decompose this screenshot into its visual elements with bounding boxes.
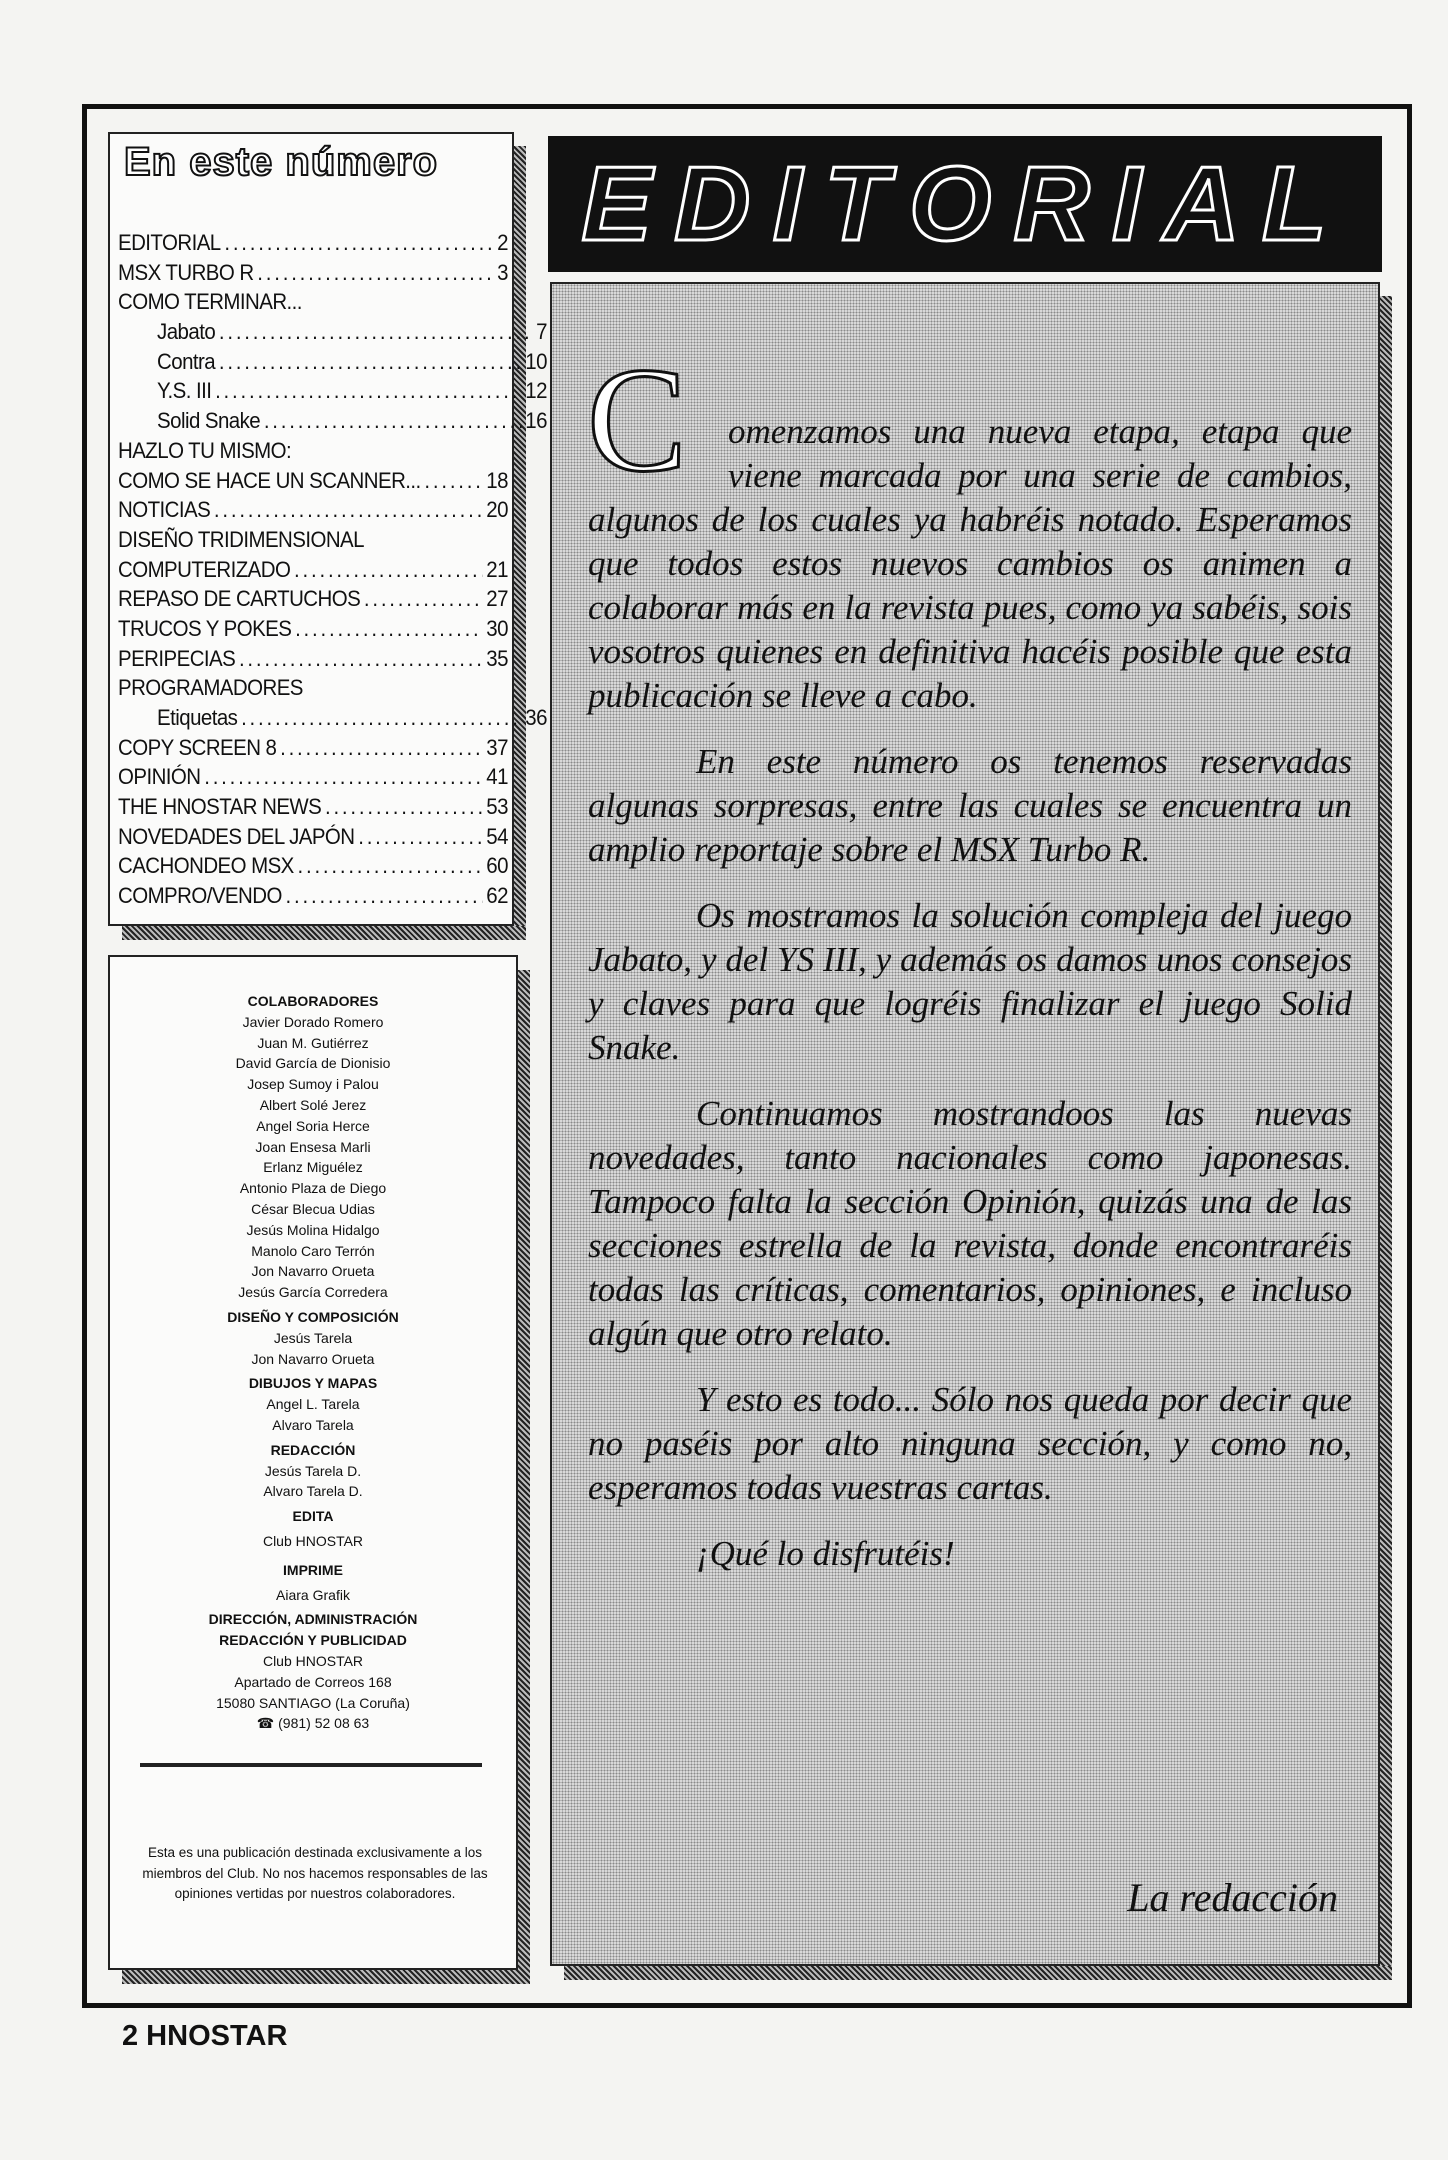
collaborator-name: Albert Solé Jerez <box>259 1096 367 1113</box>
toc-leader-dots <box>224 230 493 256</box>
credit-address: Club HNOSTAR <box>262 1652 364 1669</box>
toc-leader-dots <box>215 378 522 404</box>
toc-entry <box>118 883 508 913</box>
credit-phone: ☎ (981) 52 08 63 <box>256 1715 370 1732</box>
toc-entry <box>118 230 508 260</box>
toc-leader-dots <box>358 824 482 850</box>
editorial-signature: La redacción <box>1127 1875 1338 1920</box>
toc-entry-page: 7 <box>536 319 547 345</box>
collaborator-name: Erlanz Miguélez <box>263 1159 363 1176</box>
toc-entry <box>118 794 508 824</box>
toc-entry-page: 10 <box>525 348 547 374</box>
toc-leader-dots <box>257 260 493 286</box>
toc-shadow-bottom <box>122 926 526 940</box>
toc-entry-page: 54 <box>486 823 508 849</box>
table-of-contents <box>108 132 547 926</box>
toc-entry <box>118 497 508 527</box>
toc-leader-dots <box>239 646 483 672</box>
credits-heading: REDACCIÓN <box>270 1441 356 1458</box>
credits-shadow-bottom <box>122 1970 530 1984</box>
collaborator-name: Javier Dorado Romero <box>242 1013 384 1030</box>
editorial-paragraph: Y esto es todo... Sólo nos queda por decir que no paséis por alto ninguna sección, y como no, esperamos todas vuestras cartas. <box>588 1380 1352 1507</box>
disclaimer-note: Esta es una publicación destinada exclusivamente a los miembros del Club. No nos hacemos responsables de las opiniones vertidas por nuestros colaboradores. <box>142 1845 488 1901</box>
toc-entry <box>118 349 547 379</box>
credit-name: Jon Navarro Orueta <box>251 1350 375 1367</box>
toc-entry-label: MSX TURBO R <box>118 259 254 285</box>
editorial-shadow-bottom <box>564 1966 1392 1980</box>
toc-entry-label: COMPUTERIZADO <box>118 556 291 582</box>
collaborator-name: Jon Navarro Orueta <box>251 1263 375 1280</box>
credits-box <box>108 955 518 1970</box>
toc-entry <box>118 764 508 794</box>
credit-name: Alvaro Tarela <box>272 1416 354 1433</box>
credits-divider <box>140 1763 482 1767</box>
credit-name: Aiara Grafik <box>276 1586 350 1603</box>
toc-entry <box>118 527 508 557</box>
editorial-title: EDITORIAL <box>581 145 1349 263</box>
editorial-header <box>548 136 1382 272</box>
toc-entry-page: 2 <box>497 230 508 255</box>
toc-entry-label: Contra <box>157 348 216 374</box>
toc-entry-page: 60 <box>486 853 508 879</box>
toc-leader-dots <box>297 853 482 879</box>
toc-title: En este número <box>124 140 439 184</box>
credit-name: Jesús Tarela D. <box>264 1462 362 1479</box>
toc-entry <box>118 705 547 735</box>
toc-entry-page: 62 <box>486 883 508 909</box>
toc-entry <box>118 646 508 676</box>
collaborators-list <box>110 1012 516 1303</box>
toc-entry-label: TRUCOS Y POKES <box>118 615 292 641</box>
drop-cap: C <box>586 337 688 503</box>
toc-leader-dots <box>204 764 482 790</box>
toc-entry-page: 41 <box>486 764 508 790</box>
toc-entry-label: CACHONDEO MSX <box>118 853 294 879</box>
toc-entry-label: COMO SE HACE UN SCANNER... <box>118 467 421 493</box>
editorial-text <box>588 410 1352 1598</box>
credit-name: Alvaro Tarela D. <box>263 1483 363 1500</box>
credits-heading: DISEÑO Y COMPOSICIÓN <box>227 1308 399 1325</box>
toc-leader-dots <box>219 349 522 375</box>
toc-entry-label: PROGRAMADORES <box>118 675 303 701</box>
toc-entry <box>118 824 508 854</box>
credits-heading: IMPRIME <box>283 1561 343 1578</box>
collaborator-name: Jesús Molina Hidalgo <box>246 1221 380 1238</box>
credits-heading: DIBUJOS Y MAPAS <box>248 1375 378 1392</box>
collaborator-name: Antonio Plaza de Diego <box>239 1180 387 1197</box>
toc-entry-page: 21 <box>486 556 508 582</box>
toc-entry <box>118 260 508 290</box>
toc-list <box>118 230 547 913</box>
toc-leader-dots <box>294 557 482 583</box>
toc-entry-page: 36 <box>525 705 547 730</box>
toc-leader-dots <box>295 616 482 642</box>
toc-entry-page: 16 <box>525 408 547 434</box>
editorial-paragraph: Os mostramos la solución compleja del juego Jabato, y del YS III, y además os damos unos consejos y claves para que logréis finalizar el juego Solid Snake. <box>588 896 1352 1067</box>
editorial-shadow-right <box>1380 296 1392 1980</box>
credit-name: Angel L. Tarela <box>266 1396 360 1413</box>
collaborator-name: Joan Ensesa Marli <box>255 1138 371 1155</box>
collaborator-name: César Blecua Udias <box>251 1200 375 1217</box>
credits-heading: REDACCIÓN Y PUBLICIDAD <box>219 1632 407 1649</box>
toc-leader-dots <box>280 735 482 761</box>
toc-leader-dots <box>241 705 522 731</box>
toc-entry <box>118 853 508 883</box>
toc-entry <box>118 616 508 646</box>
toc-entry-page: 12 <box>525 378 547 404</box>
toc-entry-label: Solid Snake <box>157 408 261 434</box>
toc-entry <box>118 468 508 498</box>
toc-entry-label: PERIPECIAS <box>118 645 236 671</box>
credits-heading: EDITA <box>292 1508 334 1525</box>
editorial-body <box>550 282 1380 1966</box>
toc-entry-label: REPASO DE CARTUCHOS <box>118 586 361 612</box>
toc-leader-dots <box>286 883 483 909</box>
toc-entry-page: 18 <box>486 467 508 493</box>
toc-entry <box>118 557 508 587</box>
collaborator-name: Manolo Caro Terrón <box>251 1242 375 1259</box>
toc-entry-page: 3 <box>497 259 508 285</box>
toc-entry-page: 35 <box>486 645 508 671</box>
toc-entry-label: OPINIÓN <box>118 764 201 790</box>
editorial-paragraph: Continuamos mostrandoos las nuevas novedades, tanto nacionales como japonesas. Tampoco falta la sección Opinión, quizás una de las secciones estrella de la revista, donde encontraréis todas las críticas, comentarios, opiniones, e incluso algún que otro relato. <box>588 1094 1352 1353</box>
toc-entry <box>118 408 547 438</box>
credits-heading: COLABORADORES <box>247 993 379 1009</box>
page-footer: 2 HNOSTAR <box>122 2020 288 2052</box>
toc-leader-dots <box>219 319 533 345</box>
toc-entry <box>118 438 508 468</box>
toc-entry-label: COMO TERMINAR... <box>118 289 302 315</box>
collaborator-name: Angel Soria Herce <box>256 1117 370 1134</box>
toc-entry-label: HAZLO TU MISMO: <box>118 437 292 463</box>
toc-leader-dots <box>364 586 483 612</box>
toc-entry <box>118 289 508 319</box>
toc-entry <box>118 735 508 765</box>
credit-name: Jesús Tarela <box>273 1329 353 1346</box>
collaborator-name: Juan M. Gutiérrez <box>257 1034 369 1051</box>
credits-shadow-right <box>518 970 530 1984</box>
toc-entry <box>118 319 547 349</box>
toc-entry-page: 30 <box>486 615 508 641</box>
toc-entry-label: DISEÑO TRIDIMENSIONAL <box>118 526 364 552</box>
toc-entry-label: COMPRO/VENDO <box>118 883 282 909</box>
credit-address: 15080 SANTIAGO (La Coruña) <box>216 1694 410 1711</box>
toc-leader-dots <box>214 497 483 523</box>
credits-heading: DIRECCIÓN, ADMINISTRACIÓN <box>208 1611 418 1628</box>
toc-entry <box>118 586 508 616</box>
toc-entry-label: Etiquetas <box>157 705 238 730</box>
credit-address: Apartado de Correos 168 <box>234 1673 392 1690</box>
toc-leader-dots <box>325 794 483 820</box>
toc-entry-label: THE HNOSTAR NEWS <box>118 794 322 820</box>
toc-leader-dots <box>424 468 482 494</box>
toc-entry-label: NOTICIAS <box>118 497 211 523</box>
toc-entry-page: 27 <box>486 586 508 612</box>
toc-entry-label: Y.S. III <box>157 378 212 404</box>
toc-entry-label: Jabato <box>157 319 216 345</box>
toc-entry-label: NOVEDADES DEL JAPÓN <box>118 823 355 849</box>
toc-entry-page: 20 <box>486 497 508 523</box>
toc-entry-label: EDITORIAL <box>118 230 221 255</box>
credit-name: Club HNOSTAR <box>262 1532 364 1549</box>
editorial-paragraph: omenzamos una nueva etapa, etapa que viene marcada por una serie de cambios, algunos de los cuales ya habréis notado. Esperamos que todos estos nuevos cambios os animen a colaborar más en la revista pues, como ya sabéis, sois vosotros quienes en definitiva hacéis posible que esta publicación se lleve a cabo. <box>588 412 1352 715</box>
collaborator-name: Josep Sumoy i Palou <box>247 1076 379 1093</box>
credits-list <box>110 991 516 1734</box>
collaborator-name: Jesús García Corredera <box>238 1284 388 1301</box>
toc-entry <box>118 675 508 705</box>
toc-shadow-right <box>514 146 526 940</box>
collaborator-name: David García de Dionisio <box>235 1055 391 1072</box>
editorial-paragraph: En este número os tenemos reservadas algunas sorpresas, entre las cuales se encuentra un amplio reportaje sobre el MSX Turbo R. <box>588 742 1352 869</box>
toc-entry-page: 53 <box>486 794 508 820</box>
toc-entry <box>118 378 547 408</box>
toc-entry-page: 37 <box>486 734 508 760</box>
toc-leader-dots <box>264 408 522 434</box>
editorial-closing: ¡Qué lo disfrutéis! <box>696 1534 955 1573</box>
toc-entry-label: COPY SCREEN 8 <box>118 734 277 760</box>
